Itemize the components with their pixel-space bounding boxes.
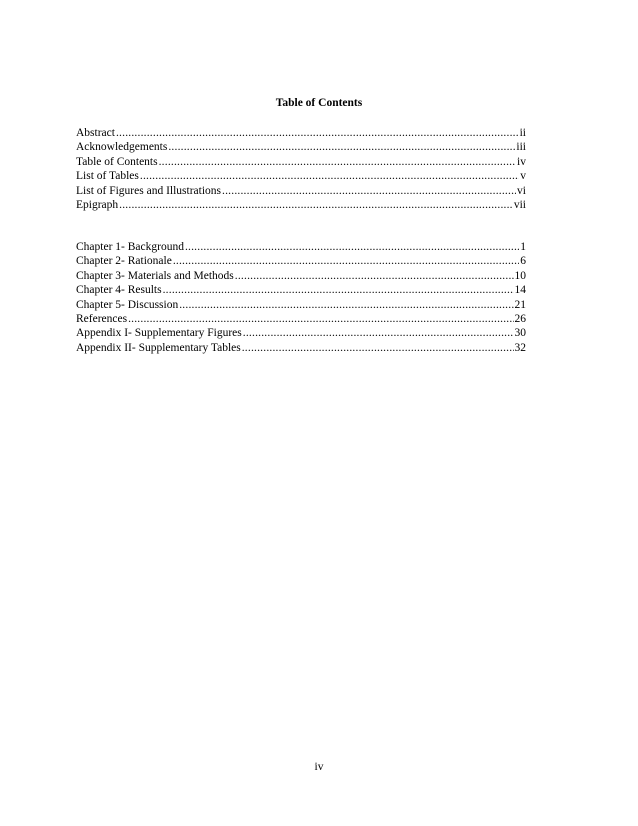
toc-entry-abstract xyxy=(76,126,526,140)
dot-leader xyxy=(159,155,516,169)
toc-entry-label: Chapter 2- Rationale xyxy=(76,255,172,268)
toc-entry-chapter-1 xyxy=(76,240,526,254)
toc-entry-chapter-2 xyxy=(76,254,526,268)
toc-entry-page: 14 xyxy=(514,284,526,297)
toc-entry-references xyxy=(76,312,526,326)
toc-entry-page: 6 xyxy=(520,255,526,268)
dot-leader xyxy=(168,140,515,154)
toc-entry-label: Chapter 4- Results xyxy=(76,284,162,297)
toc-entry-label: List of Figures and Illustrations xyxy=(76,184,222,197)
toc-entry-label: List of Tables xyxy=(76,170,139,183)
toc-entry-epigraph xyxy=(76,198,526,212)
toc-entry-label: Chapter 5- Discussion xyxy=(76,298,179,311)
toc-entry-page: vi xyxy=(517,184,526,197)
dot-leader xyxy=(185,240,519,254)
toc-entry-page: 26 xyxy=(514,312,526,325)
toc-entry-label: Chapter 3- Materials and Methods xyxy=(76,269,234,282)
toc-entry-appendix-1 xyxy=(76,326,526,340)
toc-entry-page: vii xyxy=(513,198,526,211)
dot-leader xyxy=(128,312,513,326)
toc-entry-page: ii xyxy=(519,127,526,139)
dot-leader xyxy=(243,326,514,340)
toc-entry-label: Acknowledgements xyxy=(76,141,168,154)
dot-leader xyxy=(163,283,514,297)
toc-entry-chapter-5 xyxy=(76,298,526,312)
page-title: Table of Contents xyxy=(275,97,363,109)
toc-entry-label: References xyxy=(76,312,128,325)
toc-entry-list-of-tables xyxy=(76,169,526,183)
toc-entry-page: 32 xyxy=(514,341,526,354)
toc-entry-page: iv xyxy=(517,155,526,168)
toc-entry-page: 1 xyxy=(520,241,526,253)
toc-entry-table-of-contents xyxy=(76,155,526,169)
toc-entry-page: v xyxy=(520,170,526,183)
toc-entry-acknowledgements xyxy=(76,140,526,154)
toc-entry-label: Appendix II- Supplementary Tables xyxy=(76,341,241,354)
page-number: iv xyxy=(314,761,324,773)
dot-leader xyxy=(242,341,514,355)
dot-leader xyxy=(140,169,519,183)
toc-entry-chapter-4 xyxy=(76,283,526,297)
toc-main-matter xyxy=(76,240,526,355)
toc-entry-label: Appendix I- Supplementary Figures xyxy=(76,327,242,340)
toc-entry-list-of-figures xyxy=(76,184,526,198)
dot-leader xyxy=(116,126,519,140)
toc-entry-page: 30 xyxy=(514,327,526,340)
toc-entry-appendix-2 xyxy=(76,341,526,355)
toc-front-matter xyxy=(76,126,526,212)
toc-entry-page: 21 xyxy=(514,298,526,311)
toc-entry-label: Epigraph xyxy=(76,198,119,211)
dot-leader xyxy=(173,254,519,268)
toc-entry-label: Table of Contents xyxy=(76,155,158,168)
dot-leader xyxy=(222,184,516,198)
dot-leader xyxy=(235,269,514,283)
dot-leader xyxy=(179,298,513,312)
toc-entry-page: iii xyxy=(516,141,526,154)
toc-entry-chapter-3 xyxy=(76,269,526,283)
dot-leader xyxy=(119,198,513,212)
toc-entry-label: Abstract xyxy=(76,127,115,139)
toc-entry-label: Chapter 1- Background xyxy=(76,241,184,253)
toc-entry-page: 10 xyxy=(514,269,526,282)
